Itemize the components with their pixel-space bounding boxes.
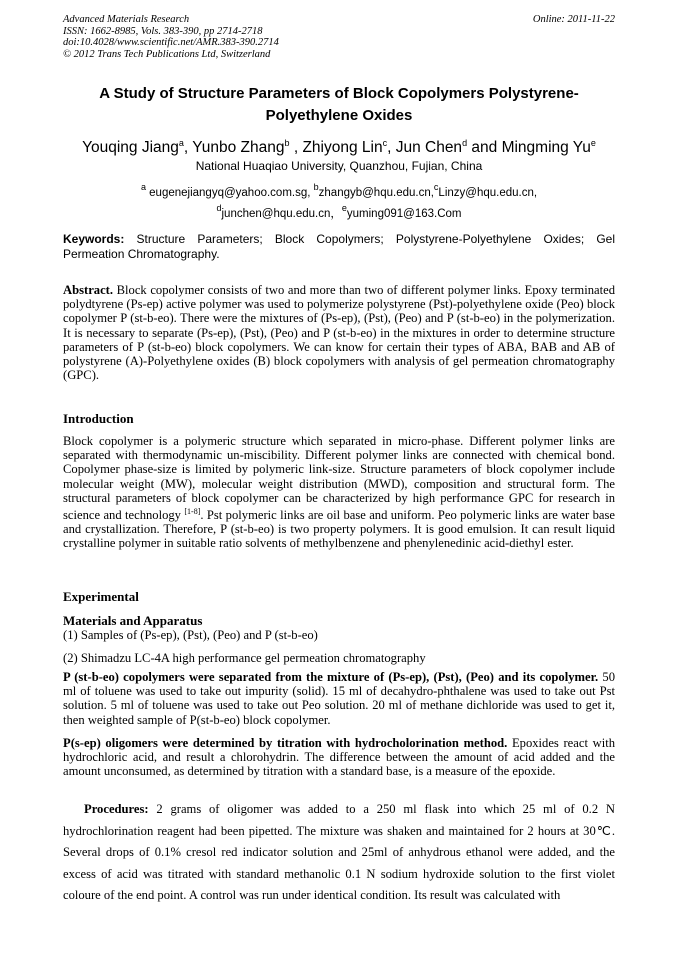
email-sup: e xyxy=(341,203,347,213)
email-sup: b xyxy=(313,182,319,192)
abstract-label: Abstract. xyxy=(63,283,114,297)
author-sup: e xyxy=(590,138,596,148)
title-line-2: Polyethylene Oxides xyxy=(265,107,413,124)
author-name: Jun Chen xyxy=(395,139,463,156)
author-emails xyxy=(63,180,615,222)
email-sup: c xyxy=(433,182,439,192)
author-name: Youqing Jiang xyxy=(82,139,179,156)
abstract xyxy=(63,283,615,382)
issn-line: ISSN: 1662-8985, Vols. 383-390, pp 2714-2718 xyxy=(63,25,263,37)
procedures-text: 2 grams of oligomer was added to a 250 ml flask into which 25 ml of 0.2 N hydrochlorination reagent had been pipetted. The mixture was shaken and maintained for 2 hours at 30℃. Several drops of 0.1% cresol red indicator solution and 25ml of anhydrous ethanol were added, and the excess of acid was titrated with standard methanolic 0.1 N sodium hydroxide solution to the first violet coloure of the end point. A control was run under identical condition. Its result was calculated with xyxy=(63,802,615,902)
author-sep: and xyxy=(467,139,502,156)
paper-title xyxy=(63,83,615,127)
email-sup: d xyxy=(216,203,222,213)
introduction-body xyxy=(63,434,615,551)
separation-text: 50 ml of toluene was used to take out impurity (solid). 15 ml of decahydro-phthalene was used to take out Pst solution. 5 ml of toluene was used to take out Peo solution. 20 ml of methane dichloride was used to get it, then weighted sample of P(st-b-eo) block copolymer. xyxy=(63,670,615,727)
doi-line: doi:10.4028/www.scientific.net/AMR.383-390.2714 xyxy=(63,37,279,48)
journal-header xyxy=(63,14,615,60)
intro-text-cont: . Pst polymeric links are oil base and uniform. Peo polymeric links are water base and crystallization. Therefore, P (st-b-eo) is two property polymers. It is good emulsion. It can result liquid crystalline polymer in suitable ratio solvents of methylbenzene and phenylenedinic acid-diethyl ester. xyxy=(63,508,615,551)
author-name: Zhiyong Lin xyxy=(302,139,383,156)
intro-text: Block copolymer is a polymeric structure which separated in micro-phase. Different polymer links are separated with thermodynamic un-miscibility. Different polymer links are connected with chemical bond. Copolymer phase-size is limited by polymeric link-size. Structure parameters of block copolymer include molecular weight (MW), molecular weight distribution (MWD), composition and structural form. The structural parameters of block copolymer can be characterized by high performance GPC for research in science and technology xyxy=(63,434,615,523)
author-sup: c xyxy=(382,138,388,148)
separation-paragraph xyxy=(63,670,615,727)
affiliation: National Huaqiao University, Quanzhou, Fujian, China xyxy=(195,159,483,173)
journal-name: Advanced Materials Research xyxy=(63,14,190,25)
author-sup: a xyxy=(178,138,184,148)
email-line-1 xyxy=(63,180,615,201)
materials-item-1: (1) Samples of (Ps-ep), (Pst), (Peo) and P (st-b-eo) xyxy=(63,628,318,642)
keywords-label: Keywords: xyxy=(63,232,125,246)
materials-item-2: (2) Shimadzu LC-4A high performance gel permeation chromatography xyxy=(63,651,426,665)
titration-text: Epoxides react with hydrochloric acid, and result a chlorohydrin. The difference between the amount of acid added and the amount unconsumed, as determined by titration with a standard base, is a measure of the epoxide. xyxy=(63,736,615,779)
introduction-heading: Introduction xyxy=(63,411,134,426)
citation-ref: [1-8] xyxy=(184,507,201,517)
abstract-text: Block copolymer consists of two and more than two of different polymer links. Epoxy terminated polydtyrene (Ps-ep) active polymer was used to polymerize polystyrene (Pst)-polyethylene oxide (Peo) block copolymer P (st-b-eo). There were the mixtures of (Ps-ep), (Pst), (Peo) and P (st-b-eo) in the polymerization. It is necessary to separate (Ps-ep), (Pst), (Peo) and P (st-b-eo) in the mixtures in order to determine structure parameters of P (st-b-eo) block copolymers. We can know for certain their types of ABA, BAB and AB of polystyrene (A)-Polyethylene oxides (B) block copolymers with analysis of gel permeation chromatography (GPC). xyxy=(63,283,615,383)
email-d: junchen@hqu.edu.cn， xyxy=(221,208,342,220)
email-sup: a xyxy=(140,182,146,192)
procedures-lead: Procedures: xyxy=(84,802,149,816)
copyright-line: © 2012 Trans Tech Publications Ltd, Switzerland xyxy=(63,48,271,60)
online-date: Online: 2011-11-22 xyxy=(532,14,615,25)
email-a: eugenejiangyq@yahoo.com.sg, xyxy=(149,187,314,199)
titration-lead: P(s-ep) oligomers were determined by titration with hydrocholorination method. xyxy=(63,736,508,750)
keywords xyxy=(63,232,615,261)
email-line-2 xyxy=(63,201,615,222)
author-list xyxy=(50,133,628,158)
separation-lead: P (st-b-eo) copolymers were separated from the mixture of (Ps-ep), (Pst), (Peo) and its copolymer. xyxy=(63,670,599,684)
author-sep: , xyxy=(387,139,396,156)
author-sup: b xyxy=(284,138,290,148)
procedures-paragraph xyxy=(63,799,615,907)
email-e: yuming091@163.Com xyxy=(346,208,462,220)
email-b: zhangyb@hqu.edu.cn, xyxy=(318,187,434,199)
email-c: Linzy@hqu.edu.cn, xyxy=(438,187,538,199)
author-sup: d xyxy=(462,138,468,148)
materials-subheading: Materials and Apparatus xyxy=(63,613,203,628)
author-sep: , xyxy=(289,139,303,156)
titration-paragraph xyxy=(63,736,615,779)
experimental-heading: Experimental xyxy=(63,589,139,604)
keywords-text: Structure Parameters; Block Copolymers; Polystyrene-Polyethylene Oxides; Gel Permeation Chromatography. xyxy=(63,232,615,261)
author-name: Yunbo Zhang xyxy=(192,139,285,156)
author-sep: , xyxy=(183,139,193,156)
title-line-1: A Study of Structure Parameters of Block Copolymers Polystyrene- xyxy=(99,85,579,102)
author-name: Mingming Yu xyxy=(501,139,591,156)
